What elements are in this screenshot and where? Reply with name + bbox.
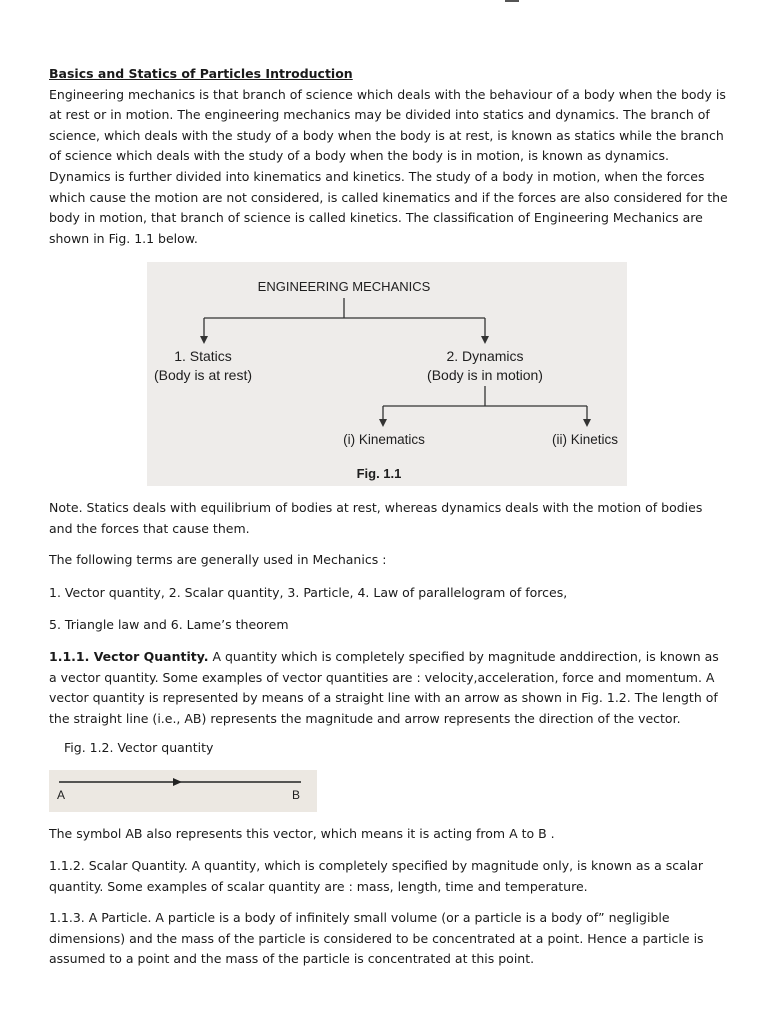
kinematics-label: (i) Kinematics (343, 432, 425, 447)
vector-point-b: B (292, 788, 301, 802)
particle-block (49, 908, 729, 970)
vector-quantity-text: A quantity which is completely specified by magnitude anddirection, is known as a vector quantity. Some examples of vector quantities are : velocity,acceleration, force and momentum. A vector quantity is represented by means of a straight line with an arrow as shown in Fig. 1.2. The length of the straight line (i.e., AB) represents the magnitude and arrow represents the direction of the vector. (49, 649, 719, 726)
figure-1-2-vector-diagram (49, 770, 317, 812)
vector-diagram-svg (49, 770, 317, 812)
kinematics-arrowhead-icon (379, 419, 387, 427)
figure-1-2-caption: Fig. 1.2. Vector quantity (64, 740, 214, 755)
vector-quantity-heading: 1.1.1. Vector Quantity. (49, 649, 209, 664)
dynamics-label: 2. Dynamics (446, 348, 524, 364)
statics-label: 1. Statics (174, 348, 232, 364)
note-paragraph-block (49, 498, 729, 539)
intro-paragraph: Engineering mechanics is that branch of science which deals with the behaviour of a body when the body is at rest or in motion. The engineering mechanics may be divided into statics and dynamics. The branch of science, which deals with the study of a body when the body is at rest, is known as statics while the branch of science which deals with the study of a body when the body is in motion, is known as dynamics. Dynamics is further divided into kinematics and kinetics. The study of a body in motion, when the forces which cause the motion are not considered, is called kinematics and if the forces are also considered for the body in motion, that branch of science is called kinetics. The classification of Engineering Mechanics are shown in Fig. 1.1 below. (49, 86, 728, 246)
symbol-paragraph-block (49, 824, 729, 845)
terms-intro-block (49, 550, 729, 571)
particle-paragraph: 1.1.3. A Particle. A particle is a body of infinitely small volume (or a particle is a body of” negligible dimensions) and the mass of the particle is considered to be concentrated at a point. Hence a particle is assumed to a point and the mass of the particle is concentrated at this point. (49, 910, 704, 967)
symbol-paragraph: The symbol AB also represents this vector, which means it is acting from A to B . (49, 826, 555, 841)
diagram-root-label: ENGINEERING MECHANICS (257, 279, 431, 294)
terms-line-2-block (49, 615, 729, 636)
terms-line-1: 1. Vector quantity, 2. Scalar quantity, 3. Particle, 4. Law of parallelogram of forces, (49, 585, 568, 600)
kinetics-arrowhead-icon (583, 419, 591, 427)
figure-1-1-caption: Fig. 1.1 (356, 466, 402, 481)
figure-1-1-classification-diagram (147, 262, 627, 486)
statics-sub-label: (Body is at rest) (153, 367, 253, 383)
note-paragraph: Note. Statics deals with equilibrium of bodies at rest, whereas dynamics deals with the motion of bodies and the forces that cause them. (49, 500, 703, 536)
terms-line-1-block (49, 583, 729, 604)
scalar-quantity-paragraph: 1.1.2. Scalar Quantity. A quantity, which is completely specified by magnitude only, is known as a scalar quantity. Some examples of scalar quantity are : mass, length, time and temperature. (49, 858, 704, 894)
vector-quantity-block (49, 647, 729, 729)
statics-arrowhead-icon (200, 336, 208, 344)
vector-arrowhead-icon (173, 778, 182, 786)
page-top-mark (505, 0, 519, 2)
dynamics-sub-label: (Body is in motion) (427, 367, 543, 383)
document-body (49, 64, 729, 249)
kinetics-label: (ii) Kinetics (551, 432, 619, 447)
dynamics-arrowhead-icon (481, 336, 489, 344)
terms-line-2: 5. Triangle law and 6. Lame’s theorem (49, 617, 289, 632)
vector-point-a: A (57, 788, 66, 802)
classification-diagram-svg (147, 262, 627, 486)
vector-quantity-paragraph (49, 647, 729, 729)
section-title: Basics and Statics of Particles Introduction (49, 66, 353, 81)
scalar-quantity-block (49, 856, 729, 897)
terms-intro: The following terms are generally used in Mechanics : (49, 552, 387, 567)
